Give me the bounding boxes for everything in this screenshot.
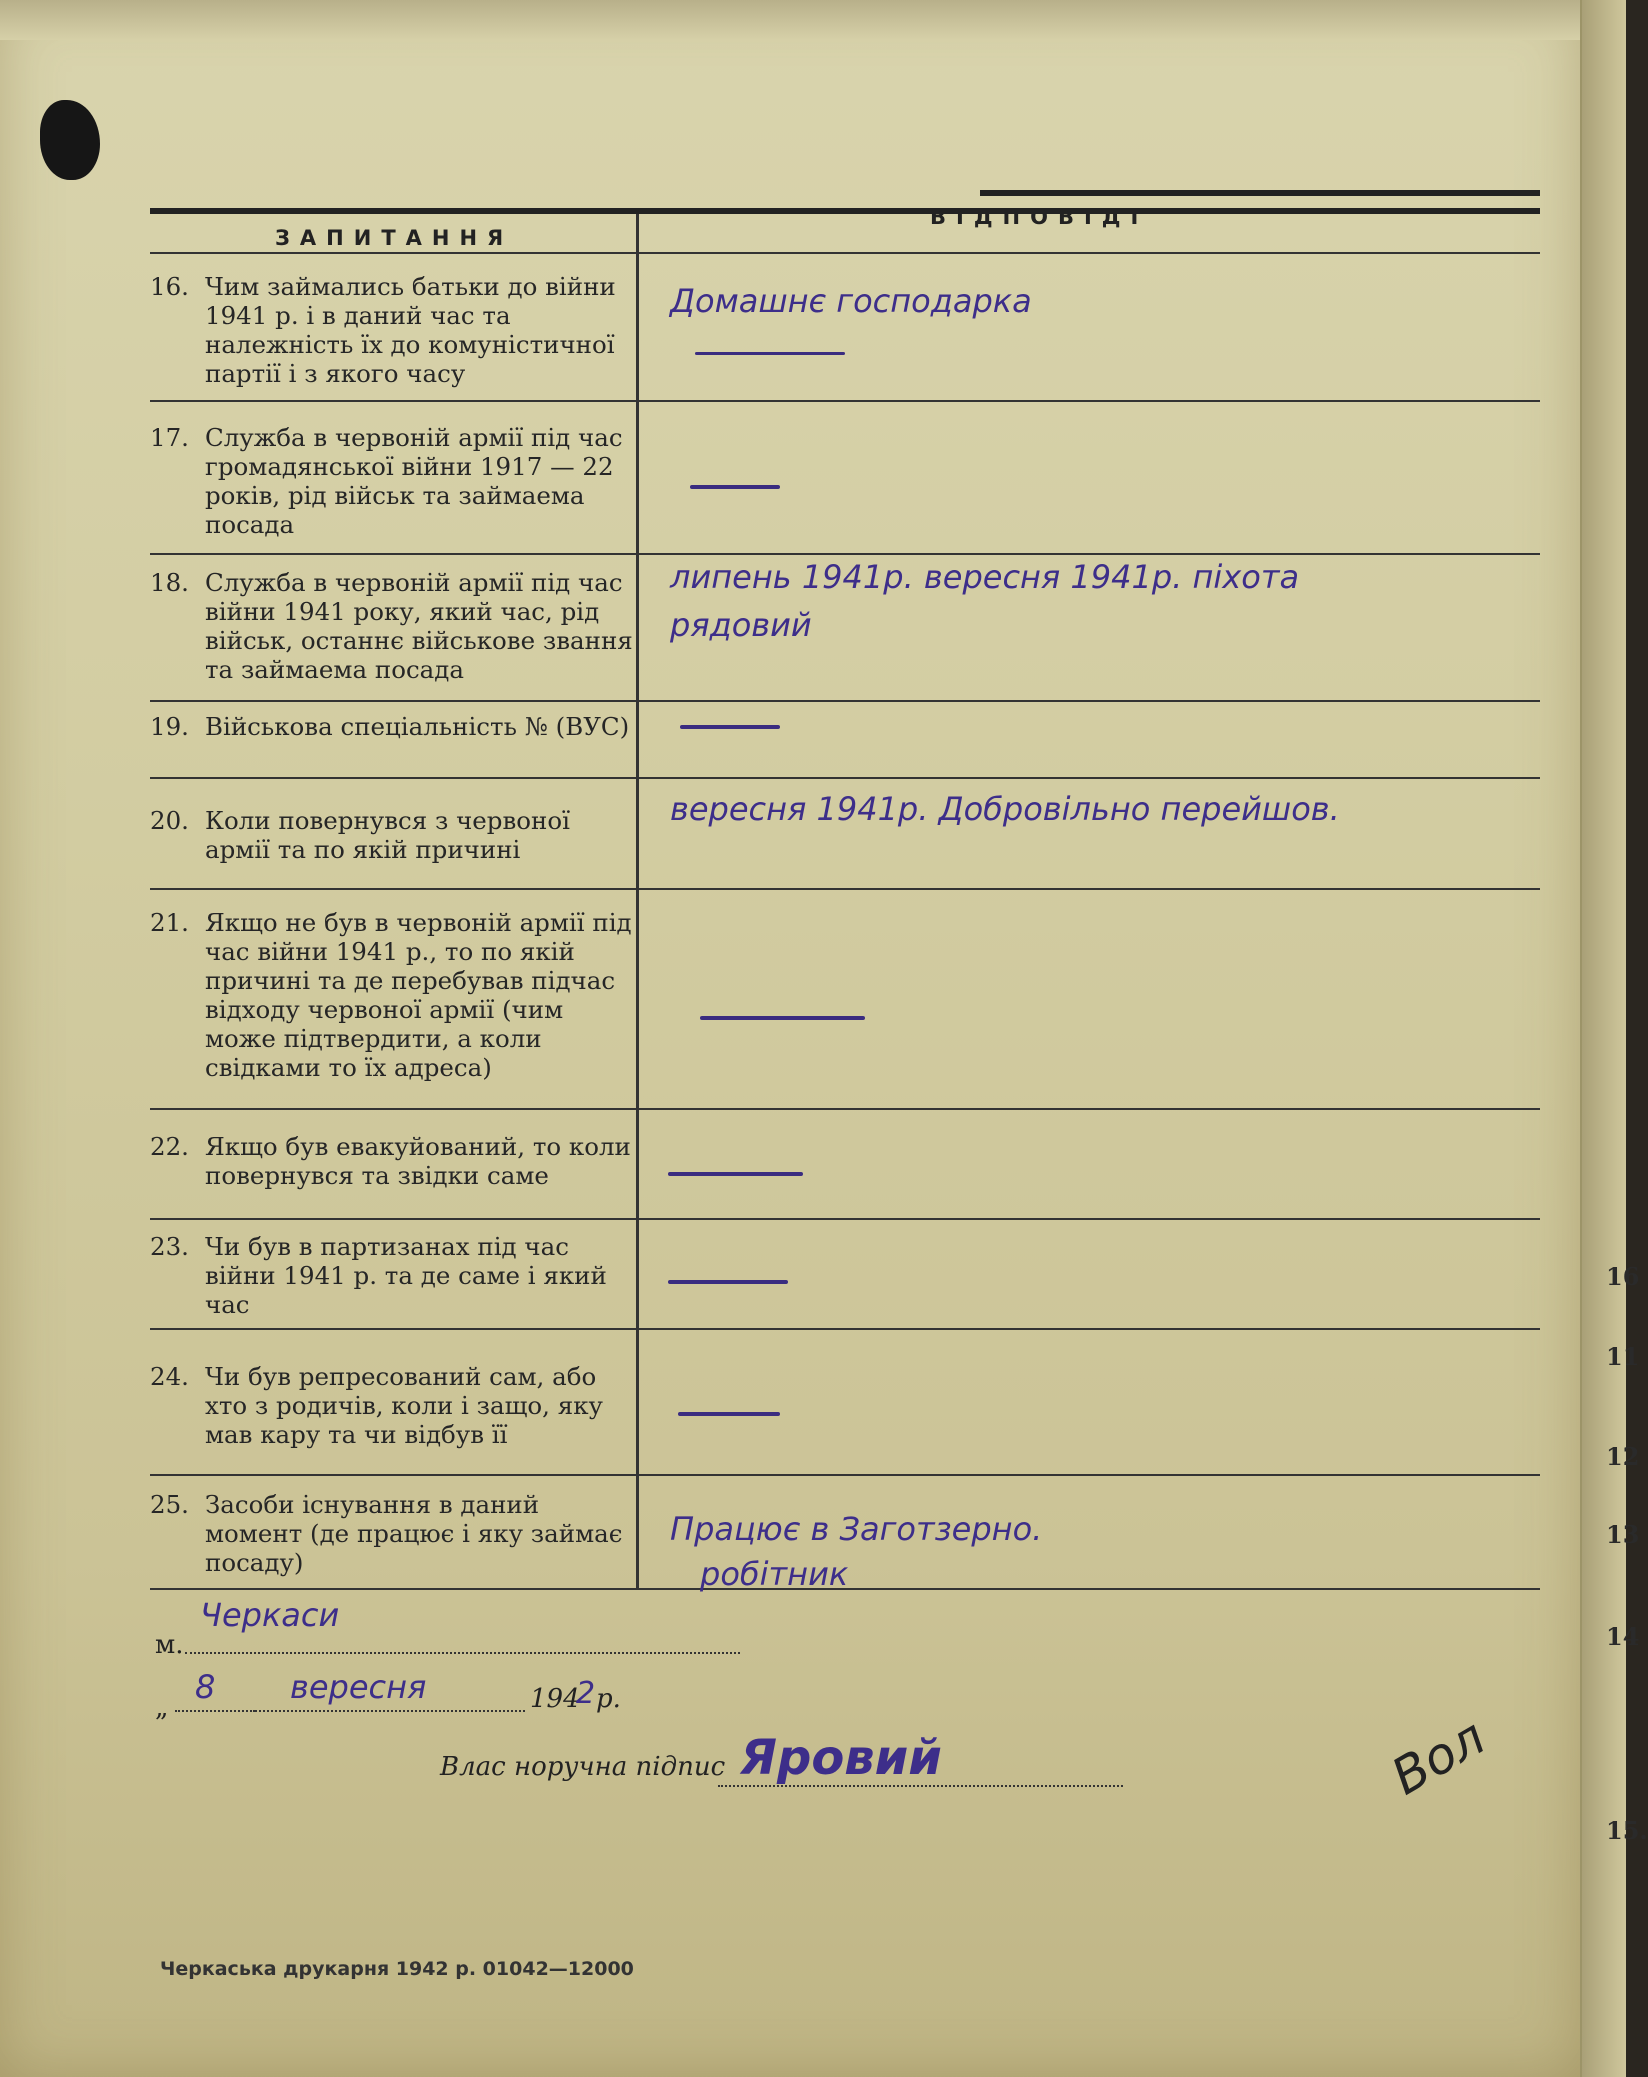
question-text: Чи був в партизанах під час війни 1941 р. та де саме і який час — [205, 1232, 607, 1319]
answer-18-rank: рядовий — [670, 606, 812, 644]
answer-dash-21 — [700, 1016, 865, 1020]
question-text: Служба в червоній армії під час війни 1941 року, який час, рід військ, останнє військове звання та займаема посада — [205, 568, 633, 684]
year-digit: 2 — [576, 1676, 596, 1711]
question-23 — [150, 1232, 640, 1319]
question-21 — [150, 908, 640, 1082]
city-value: Черкаси — [200, 1596, 340, 1634]
printer-line: Черкаська друкарня 1942 р. 01042—12000 — [160, 1958, 634, 1980]
row-rule — [150, 888, 1540, 890]
row-rule — [150, 252, 1540, 254]
question-20 — [150, 806, 640, 864]
city-line — [185, 1652, 740, 1654]
header-rule-answers — [980, 190, 1540, 196]
year-suffix: р. — [596, 1684, 621, 1714]
question-text: Якщо не був в червоній армії під час війни 1941 р., то по якій причині та де перебував підчас відходу червоної армії (чим може підтвердити, а коли свідками то їх адреса) — [205, 908, 632, 1082]
adjacent-number: 13 — [1606, 1520, 1640, 1549]
adjacent-number: 11 — [1606, 1342, 1640, 1371]
question-text: Військова спеціальність № (ВУС) — [205, 712, 630, 741]
question-17 — [150, 423, 640, 539]
margin-signature: Вол — [1381, 1707, 1495, 1807]
question-number: 23. — [150, 1232, 189, 1261]
answer-dash-19 — [680, 725, 780, 729]
row-rule — [150, 1474, 1540, 1476]
answer-25-position: робітник — [700, 1555, 849, 1593]
question-16 — [150, 272, 640, 388]
answer-20: вересня 1941р. Добровільно перейшов. — [670, 790, 1340, 828]
date-month: вересня — [290, 1668, 427, 1706]
question-text: Чим займались батьки до війни 1941 р. і в даний час та належність їх до комуністичної партії і з якого часу — [205, 272, 616, 388]
question-24 — [150, 1362, 640, 1449]
row-rule — [150, 1218, 1540, 1220]
adjacent-number: 15. — [1606, 1816, 1648, 1845]
question-text: Якщо був евакуйований, то коли повернувся та звідки саме — [205, 1132, 631, 1190]
ink-blot — [40, 100, 100, 180]
question-text: Засоби існування в даний момент (де працює і яку займає посаду) — [205, 1490, 623, 1577]
row-rule — [150, 1108, 1540, 1110]
questions-column-header: ЗАПИТАННЯ — [275, 226, 514, 250]
question-number: 16. — [150, 272, 189, 301]
question-22 — [150, 1132, 640, 1190]
row-rule — [150, 400, 1540, 402]
question-text: Коли повернувся з червоної армії та по якій причині — [205, 806, 570, 864]
question-number: 21. — [150, 908, 189, 937]
header-rule — [150, 208, 1540, 214]
year-prefix: 194 — [530, 1684, 580, 1714]
signature: Яровий — [740, 1730, 942, 1786]
answer-16: Домашнє господарка — [670, 282, 1032, 320]
row-rule — [150, 1328, 1540, 1330]
adjacent-number: 12 — [1606, 1442, 1640, 1471]
question-number: 18. — [150, 568, 189, 597]
signature-label: Влас норучна підпис — [440, 1752, 726, 1782]
question-number: 24. — [150, 1362, 189, 1391]
answers-column-header: ВІДПОВІДІ — [930, 205, 1149, 229]
question-number: 19. — [150, 712, 189, 741]
day-line — [175, 1710, 255, 1712]
question-25 — [150, 1490, 640, 1577]
question-text: Чи був репресований сам, або хто з родичів, коли і защо, яку мав кару та чи відбув її — [205, 1362, 603, 1449]
answer-18: липень 1941р. вересня 1941р. піхота — [670, 558, 1300, 596]
question-number: 22. — [150, 1132, 189, 1161]
question-number: 17. — [150, 423, 189, 452]
question-text: Служба в червоній армії під час громадянської війни 1917 — 22 років, рід військ та займаема посада — [205, 423, 623, 539]
question-number: 25. — [150, 1490, 189, 1519]
answer-dash-17 — [690, 485, 780, 489]
answer-dash-24 — [678, 1412, 780, 1416]
answer-dash-22 — [668, 1172, 803, 1176]
adjacent-number: 16 — [1606, 1262, 1640, 1291]
row-rule — [150, 553, 1540, 555]
row-rule — [150, 700, 1540, 702]
month-line — [250, 1710, 525, 1712]
row-rule — [150, 777, 1540, 779]
adjacent-number: 14 — [1606, 1622, 1640, 1651]
question-19 — [150, 712, 640, 741]
answer-underline — [695, 352, 845, 355]
adjacent-page — [1582, 0, 1626, 2077]
date-quote: „ — [155, 1693, 169, 1723]
page-top-edge — [0, 0, 1580, 40]
answer-dash-23 — [668, 1280, 788, 1284]
city-prefix: м. — [155, 1630, 184, 1660]
question-number: 20. — [150, 806, 189, 835]
question-18 — [150, 568, 640, 684]
date-day: 8 — [195, 1668, 216, 1706]
answer-25: Працює в Заготзерно. — [670, 1510, 1043, 1548]
